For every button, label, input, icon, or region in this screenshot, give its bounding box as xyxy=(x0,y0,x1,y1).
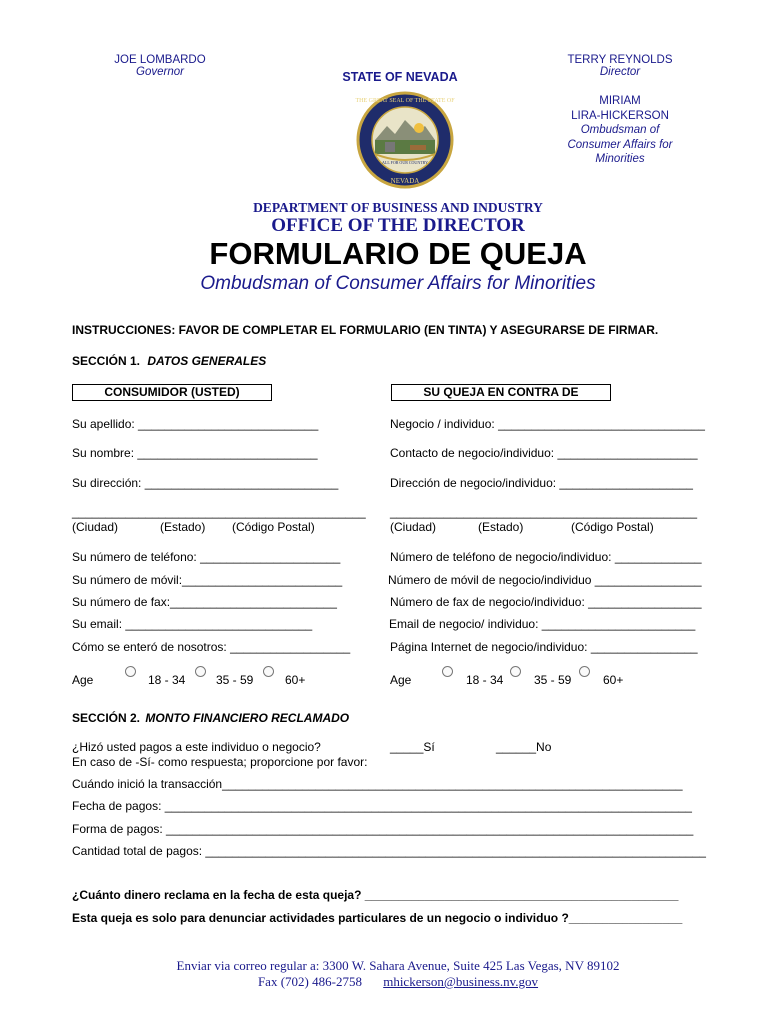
question-pagos-followup: En caso de -Sí- como respuesta; proporcione por favor: xyxy=(72,755,368,769)
answer-no[interactable]: ______No xyxy=(496,740,552,754)
footer-email-link[interactable]: mhickerson@business.nv.gov xyxy=(383,974,539,989)
ombudsman-name-1: MIRIAM xyxy=(599,95,641,107)
question-cuanto-dinero[interactable]: ¿Cuánto dinero reclama en la fecha de esta queja? _______________________________________________ xyxy=(72,888,679,902)
age-option-18-34-right: 18 - 34 xyxy=(466,673,504,687)
seal-bottom-text: NEVADA xyxy=(390,177,420,185)
field-telefono-negocio[interactable]: Número de teléfono de negocio/individuo: _____________ xyxy=(390,550,702,564)
age-option-35-59-left: 35 - 59 xyxy=(216,673,254,687)
label-ciudad-left: (Ciudad) xyxy=(72,520,119,534)
field-cantidad-total[interactable]: Cantidad total de pagos: ___________________________________________________________________________ xyxy=(72,844,706,858)
form-subtitle: Ombudsman of Consumer Affairs for Minorities xyxy=(200,273,596,294)
field-direccion-negocio[interactable]: Dirección de negocio/individuo: ____________________ xyxy=(390,476,693,490)
field-email-negocio[interactable]: Email de negocio/ individuo: _______________________ xyxy=(389,617,696,631)
ombudsman-title-2: Consumer Affairs for xyxy=(567,138,673,151)
age-radio-60-left[interactable] xyxy=(263,666,274,677)
age-radio-35-59-left[interactable] xyxy=(195,666,206,677)
age-label-right: Age xyxy=(390,673,412,687)
seal-ring-text: THE GREAT SEAL OF THE STATE OF xyxy=(355,98,455,104)
question-solo-denunciar[interactable]: Esta queja es solo para denunciar actividades particulares de un negocio o individuo ?_________________ xyxy=(72,911,683,925)
ombudsman-title-1: Ombudsman of xyxy=(580,124,660,136)
complaint-against-header-box: SU QUEJA EN CONTRA DE xyxy=(391,384,611,401)
field-movil-negocio[interactable]: Número de móvil de negocio/individuo ________________ xyxy=(388,573,702,587)
label-ciudad-right: (Ciudad) xyxy=(390,520,437,534)
age-option-60-right: 60+ xyxy=(603,673,624,687)
director-block xyxy=(555,54,685,78)
footer-contact xyxy=(0,974,770,990)
section1-heading xyxy=(72,354,266,368)
field-direccion[interactable]: Su dirección: _____________________________ xyxy=(72,476,339,490)
field-forma-pagos[interactable]: Forma de pagos: _______________________________________________________________________________ xyxy=(72,822,694,836)
age-option-18-34-left: 18 - 34 xyxy=(148,673,186,687)
field-fax-negocio[interactable]: Número de fax de negocio/individuo: _________________ xyxy=(390,595,702,609)
office-name: OFFICE OF THE DIRECTOR xyxy=(271,215,525,236)
instructions: INSTRUCCIONES: FAVOR DE COMPLETAR EL FORMULARIO (EN TINTA) Y ASEGURARSE DE FIRMAR. xyxy=(72,323,659,337)
field-negocio[interactable]: Negocio / individuo: _______________________________ xyxy=(390,417,705,431)
section2-heading xyxy=(72,711,349,725)
answer-si[interactable]: _____Sí xyxy=(390,740,435,754)
governor-title: Governor xyxy=(136,66,184,78)
age-radio-18-34-right[interactable] xyxy=(442,666,453,677)
section1-title: DATOS GENERALES xyxy=(147,354,267,368)
field-fax[interactable]: Su número de fax:_________________________ xyxy=(72,595,337,609)
label-estado-right: (Estado) xyxy=(478,520,524,534)
ombudsman-name-2: LIRA-HICKERSON xyxy=(571,109,669,122)
nevada-seal xyxy=(345,90,465,195)
question-pagos: ¿Hizó usted pagos a este individuo o negocio? xyxy=(72,740,321,754)
governor-block xyxy=(100,54,220,78)
label-postal-left: (Código Postal) xyxy=(232,520,315,534)
field-movil[interactable]: Su número de móvil:________________________ xyxy=(72,573,343,587)
consumer-header-box: CONSUMIDOR (USTED) xyxy=(72,384,272,401)
section2-title: MONTO FINANCIERO RECLAMADO xyxy=(145,711,350,725)
section1-label: SECCIÓN 1. xyxy=(72,354,141,368)
footer-fax: Fax (702) 486-2758 xyxy=(257,974,362,989)
age-label-left: Age xyxy=(72,673,94,687)
ombudsman-title-3: Minorities xyxy=(595,153,645,165)
section2-label: SECCIÓN 2. xyxy=(72,711,141,725)
director-name: TERRY REYNOLDS xyxy=(567,54,673,66)
age-radio-35-59-right[interactable] xyxy=(510,666,521,677)
field-direccion-negocio-line[interactable]: ______________________________________________ xyxy=(390,505,697,519)
governor-name: JOE LOMBARDO xyxy=(114,54,206,66)
field-fecha-pagos[interactable]: Fecha de pagos: _______________________________________________________________________________ xyxy=(72,799,692,813)
seal-motto-text: ALL FOR OUR COUNTRY xyxy=(382,160,428,165)
department-name: DEPARTMENT OF BUSINESS AND INDUSTRY xyxy=(253,200,543,215)
field-apellido[interactable]: Su apellido: ___________________________ xyxy=(72,417,319,431)
age-option-60-left: 60+ xyxy=(285,673,306,687)
field-telefono[interactable]: Su número de teléfono: _____________________ xyxy=(72,550,341,564)
field-inicio-transaccion[interactable]: Cuándo inició la transacción_____________________________________________________________________ xyxy=(72,777,683,791)
director-title: Director xyxy=(599,66,641,78)
field-entero[interactable]: Cómo se enteró de nosotros: __________________ xyxy=(72,640,351,654)
field-email[interactable]: Su email: ____________________________ xyxy=(72,617,313,631)
footer-address: Enviar via correo regular a: 3300 W. Sahara Avenue, Suite 425 Las Vegas, NV 89102 xyxy=(176,958,620,973)
age-radio-60-right[interactable] xyxy=(579,666,590,677)
state-name: STATE OF NEVADA xyxy=(342,70,458,84)
label-postal-right: (Código Postal) xyxy=(571,520,654,534)
label-estado-left: (Estado) xyxy=(160,520,206,534)
field-nombre[interactable]: Su nombre: ___________________________ xyxy=(72,446,318,460)
age-radio-18-34-left[interactable] xyxy=(125,666,136,677)
field-contacto[interactable]: Contacto de negocio/individuo: _____________________ xyxy=(390,446,698,460)
field-pagina-negocio[interactable]: Página Internet de negocio/individuo: ________________ xyxy=(390,640,698,654)
form-title: FORMULARIO DE QUEJA xyxy=(209,236,587,271)
ombudsman-block xyxy=(555,94,685,167)
field-direccion-line[interactable]: ____________________________________________ xyxy=(72,505,366,519)
age-option-35-59-right: 35 - 59 xyxy=(534,673,572,687)
